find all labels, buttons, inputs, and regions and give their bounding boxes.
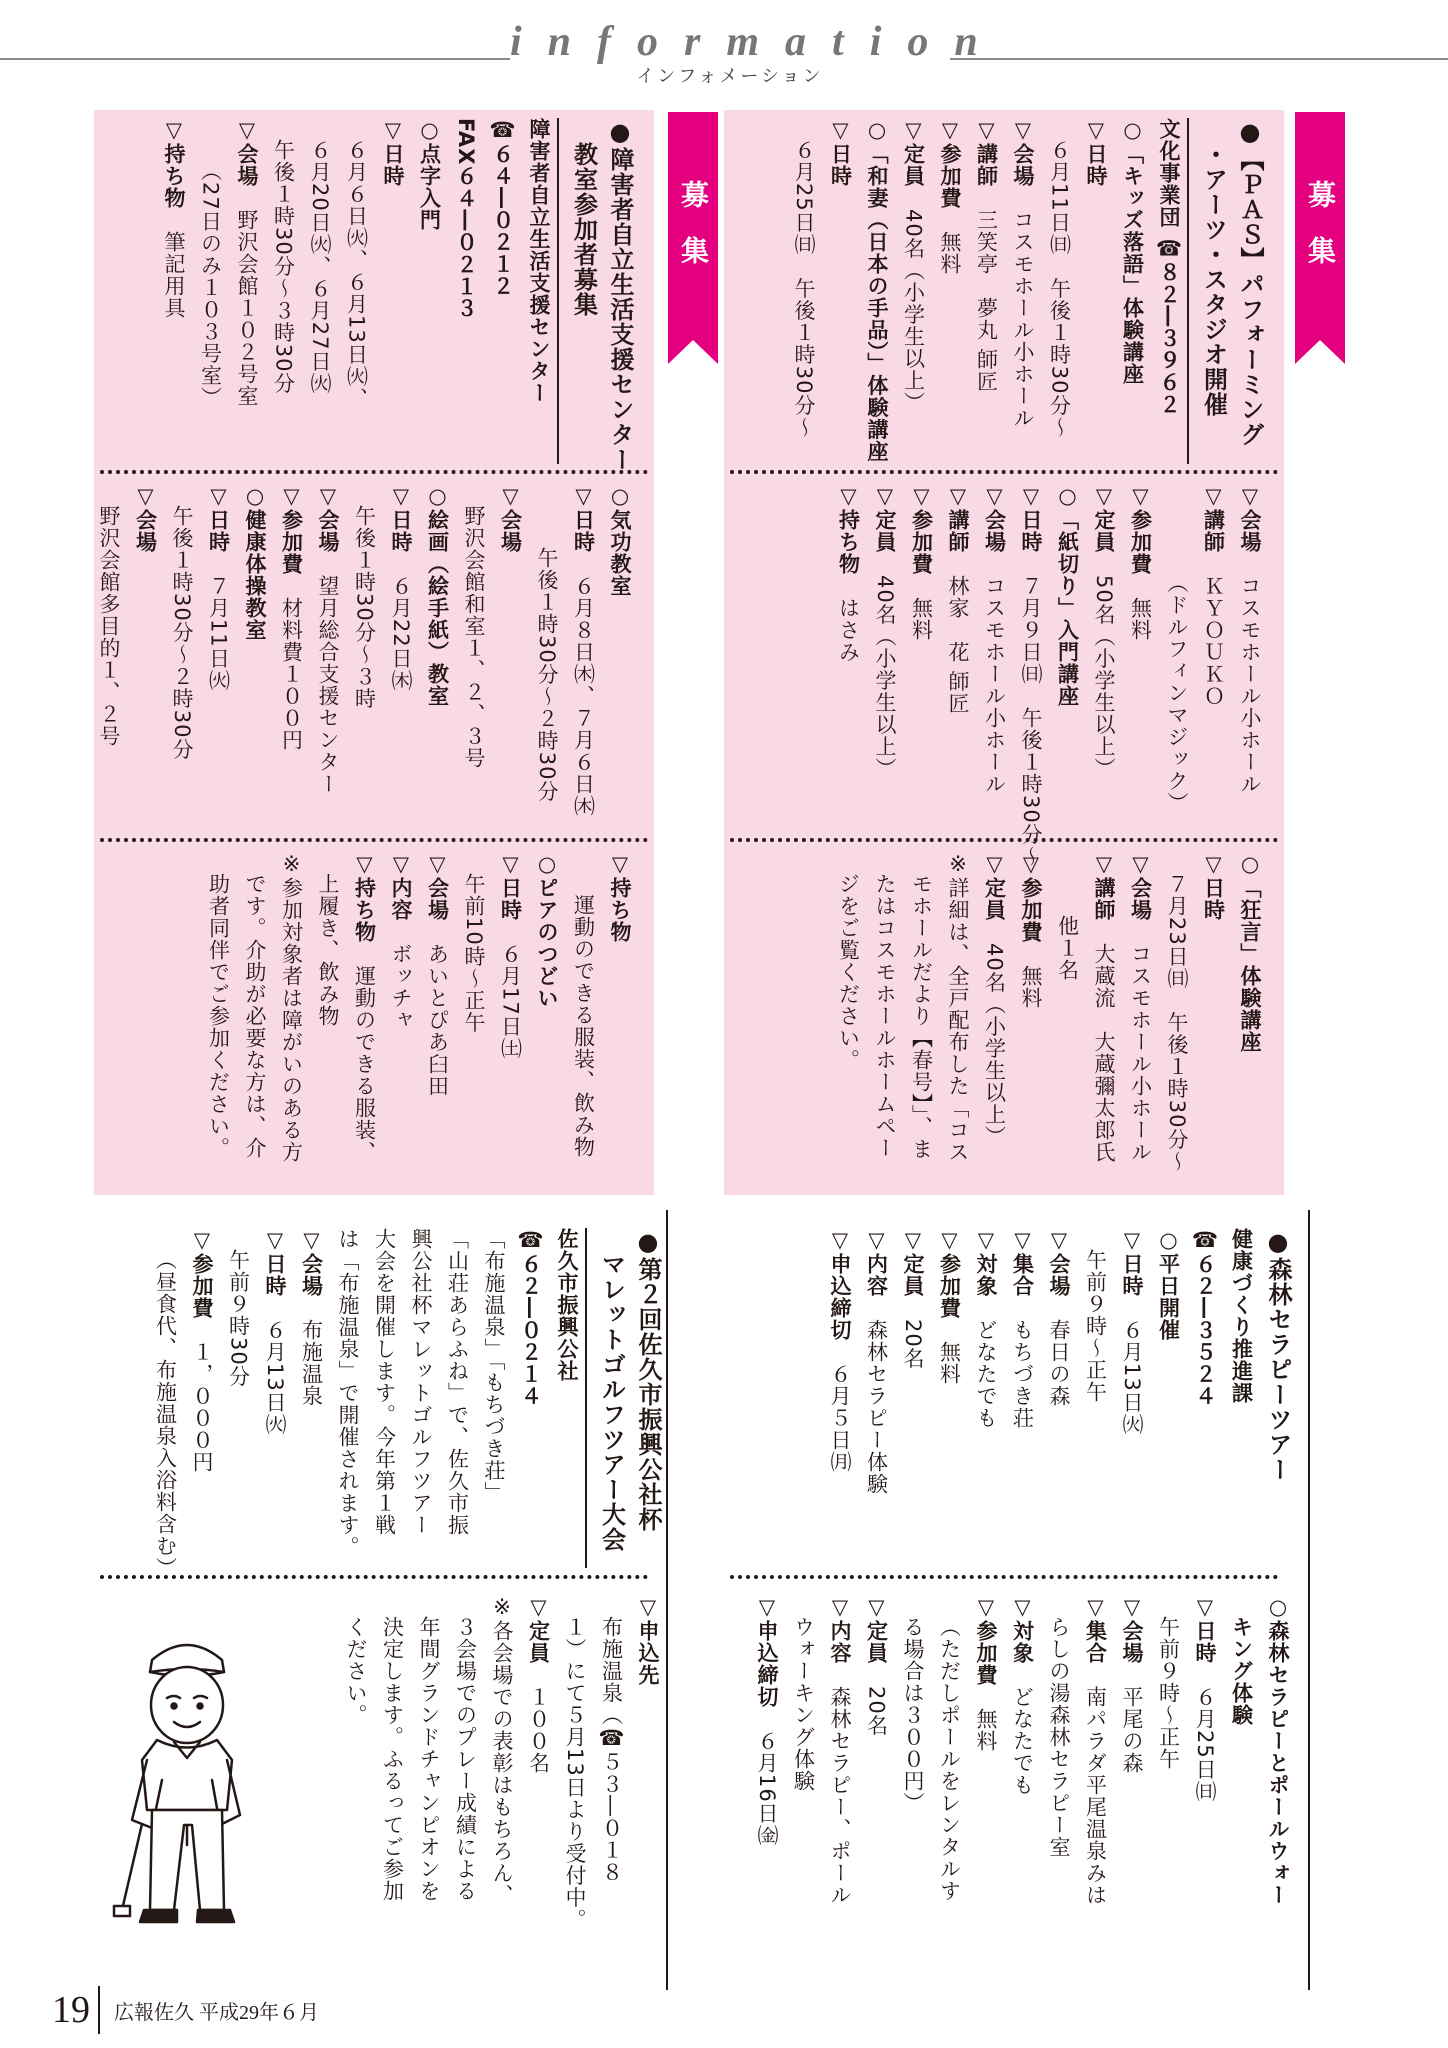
header-subtitle: インフォメーション	[636, 66, 824, 87]
page-number: 19	[0, 1986, 100, 2034]
wazuma-cap: 50名（小学生以上）	[1092, 575, 1116, 780]
weekday-fee-label: ▽参加費	[937, 1228, 962, 1319]
support-org: 障害者自立生活支援センター	[527, 118, 551, 404]
health-venue: 野沢会館多目的１、２号	[97, 505, 121, 747]
forest-section-right-col	[736, 1595, 1296, 1975]
pas-title-line1: ●【ＰＡＳ】パフォーミング	[1236, 118, 1264, 447]
kyogen-date-label: ▽日時	[1201, 852, 1226, 921]
pole-cap: 20名	[864, 1686, 889, 1737]
piano-date-line1: ６月17日㈯	[498, 943, 523, 1060]
etegami-venue-label: ▽会場	[316, 484, 340, 553]
pole-date-line1: ６月25日㈰	[1193, 1686, 1217, 1803]
kyogen-venue: コスモホール小ホール	[1128, 943, 1153, 1163]
weekday-meet: もちづき荘	[1010, 1319, 1035, 1429]
kids-date: ６月11日㈰ 午後１時30分～	[1047, 139, 1072, 439]
kyogen-venue-label: ▽会場	[1128, 852, 1153, 921]
piano-bring-label: ▽持ち物	[352, 852, 377, 943]
golf-title-line1: ●第２回佐久市振興公社杯	[634, 1228, 662, 1532]
wazuma-date: ６月25日㈰ 午後１時30分～	[792, 139, 816, 439]
dotted-separator	[730, 470, 1278, 474]
pole-content-line2: ウォーキング体験	[791, 1616, 816, 1792]
health-bring: 運動のできる服装、飲み物	[571, 894, 596, 1158]
golf-fee-note: （昼食代、布施温泉入浴料含む）	[153, 1249, 178, 1579]
piano-date-label: ▽日時	[498, 852, 523, 921]
pole-fee-note-line2: る場合は３００円）	[901, 1616, 925, 1814]
kirie-bring: はさみ	[836, 597, 861, 663]
piano-venue-label: ▽会場	[425, 852, 450, 921]
kirie-venue: コスモホール小ホール	[982, 575, 1007, 795]
kyogen-date: ７月23日㈰ 午後１時30分～	[1165, 873, 1189, 1173]
golf-fee-label: ▽参加費	[190, 1228, 214, 1319]
golf-date-line1: ６月13日㈫	[263, 1319, 287, 1436]
kids-rakugo-name: ○「キッズ落語」体験講座	[1120, 118, 1145, 385]
health-bring-label: ▽持ち物	[608, 852, 632, 943]
kyogen-cap-label: ▽定員	[982, 852, 1007, 921]
header-title: information	[510, 19, 1004, 65]
golf-desc-line2: 「山荘あらふね」で、佐久市振	[445, 1228, 470, 1536]
wazuma-fee: 無料	[1128, 597, 1153, 641]
kirie-name: ○「紙切り」入門講座	[1055, 484, 1080, 707]
weekday-content-label: ▽内容	[864, 1228, 889, 1297]
kirie-date: ７月９日㈰ 午後１時30分～	[1019, 575, 1043, 868]
golf-desc-line5: は「布施温泉」で開催されます。	[336, 1228, 360, 1558]
golf-apply-line1: 布施温泉（☎５３―０１８	[599, 1616, 624, 1883]
wazuma-fee-label: ▽参加費	[1128, 484, 1153, 575]
golf-desc-line3: 興公社杯マレットゴルフツアー	[409, 1228, 433, 1536]
publication-name: 広報佐久 平成29年６月	[114, 2002, 319, 2024]
health-date-label: ▽日時	[206, 484, 231, 553]
wazuma-lecturer-note: （ドルフィンマジック）	[1165, 572, 1189, 815]
golf-note-line3: 年間グランドチャンピオンを	[417, 1616, 441, 1902]
qigong-date-label: ▽日時	[571, 484, 596, 553]
pole-name-line1: ○森林セラピーとポールウォー	[1266, 1595, 1290, 1906]
braille-venue: 野沢会館１０２号室	[235, 209, 259, 407]
support-section-middle	[97, 484, 638, 830]
forest-section-left-col	[736, 1228, 1296, 1568]
weekday-date-line2: 午前９時～正午	[1083, 1249, 1108, 1403]
wazuma-venue-label: ▽会場	[1238, 484, 1262, 553]
forest-title: ●森林セラピーツアー	[1264, 1228, 1292, 1482]
weekday-meet-label: ▽集合	[1010, 1228, 1035, 1297]
kirie-bring-label: ▽持ち物	[836, 484, 861, 575]
kyogen-lecturer-note: 他１名	[1055, 915, 1080, 981]
golf-desc-line4: 大会を開催します。今年第１戦	[372, 1228, 397, 1536]
support-title-line1: ●障害者自立生活支援センター	[606, 118, 634, 472]
golfer-illustration	[112, 1610, 262, 1940]
forest-org: 健康づくり推進課	[1229, 1228, 1254, 1404]
kids-cap: 40名（小学生以上）	[901, 209, 926, 414]
kyogen-fee-label: ▽参加費	[1019, 852, 1043, 943]
golf-section-bottom	[270, 1595, 666, 1975]
kirie-fee: 無料	[909, 597, 934, 641]
health-date-line1: ７月11日㈫	[206, 575, 231, 692]
etegami-date-line2: 午後１時30分～３時	[352, 505, 377, 710]
kids-venue: コスモホール小ホール	[1011, 209, 1035, 429]
piano-content: ボッチャ	[389, 943, 413, 1031]
piano-venue: あいとぴあ臼田	[425, 943, 450, 1097]
kids-fee: 無料	[938, 231, 962, 275]
braille-date-line1: ６月６日㈫、６月13日㈫、	[344, 139, 369, 410]
braille-date-line2: ６月20日㈫、６月27日㈫	[308, 139, 332, 395]
pole-meet-line2: らしの湯森林セラピー室	[1047, 1616, 1071, 1858]
support-note-line3: 助者同伴でご参加ください。	[206, 873, 231, 1159]
etegami-name: ○絵画（絵手紙）教室	[425, 484, 450, 707]
kids-lecturer: 三笑亭 夢丸 師匠	[974, 209, 999, 393]
weekday-date-label: ▽日時	[1120, 1228, 1144, 1297]
qigong-venue: 野沢会館和室１、２、３号	[462, 505, 486, 769]
wazuma-lecturer: ＫＹＯＵＫＯ	[1201, 575, 1226, 707]
kyogen-name: ○「狂言」体験講座	[1238, 852, 1262, 1053]
weekday-fee: 無料	[937, 1341, 962, 1385]
golf-apply-label: ▽申込先	[636, 1595, 660, 1686]
weekday-deadline: ６月５日㈪	[828, 1363, 852, 1473]
wazuma-lecturer-label: ▽講師	[1201, 484, 1226, 553]
support-section-top	[106, 118, 638, 472]
kirie-date-label: ▽日時	[1019, 484, 1043, 553]
health-name: ○健康体操教室	[243, 484, 267, 641]
support-note-line2: です。介助が必要な方は、介	[243, 873, 267, 1159]
pas-note-line2: モホールだより【春号】」、ま	[909, 873, 934, 1160]
pas-note-line4: ジをご覧ください。	[836, 873, 861, 1071]
dotted-separator	[100, 470, 648, 474]
golf-venue: 布施温泉	[299, 1319, 324, 1407]
recruit-tag-left: 募集	[668, 112, 718, 340]
pole-meet-label: ▽集合	[1083, 1595, 1108, 1664]
pole-name-line2: キング体験	[1229, 1616, 1254, 1726]
golf-apply-line2: １）にて５月13日より受付中。	[563, 1616, 587, 1931]
kyogen-lecturer: 大蔵流 大蔵彌太郎氏	[1092, 943, 1116, 1163]
golf-note-line2: ３会場でのプレー成績による	[453, 1616, 478, 1902]
forest-tel: ☎６２―３５２４	[1193, 1228, 1217, 1407]
kyogen-lecturer-label: ▽講師	[1092, 852, 1116, 921]
pole-deadline-label: ▽申込締切	[755, 1595, 779, 1708]
weekday-venue-label: ▽会場	[1047, 1228, 1071, 1297]
golf-desc-line1: 「布施温泉」「もちづき荘」	[482, 1228, 506, 1504]
pole-fee-label: ▽参加費	[974, 1595, 998, 1686]
golf-tel: ☎６２―０２１４	[518, 1228, 543, 1407]
pole-date-label: ▽日時	[1193, 1595, 1217, 1664]
qigong-date-line1: ６月８日㈭、７月６日㈭	[571, 575, 596, 817]
golf-note-line5: ください。	[344, 1616, 368, 1726]
weekday-target: どなたでも	[974, 1319, 998, 1429]
etegami-fee-label: ▽参加費	[279, 484, 304, 575]
wazuma-name: ○「和妻（日本の手品）」体験講座	[865, 118, 889, 463]
weekday-deadline-label: ▽申込締切	[828, 1228, 852, 1341]
support-title-line2: 教室参加者募集	[557, 118, 602, 464]
pas-title-line2: ・アーツ・スタジオ開催	[1187, 118, 1232, 464]
braille-date-label: ▽日時	[381, 118, 405, 187]
support-section-bottom	[106, 852, 638, 1188]
braille-bring-label: ▽持ち物	[162, 118, 186, 209]
health-venue-label: ▽会場	[133, 484, 158, 553]
golf-title-line2: マレットゴルフツアー大会	[585, 1228, 630, 1568]
golf-org: 佐久市振興公社	[555, 1228, 579, 1382]
support-fax: FAX６４―０２１３	[454, 118, 478, 320]
qigong-venue-label: ▽会場	[498, 484, 523, 553]
piano-name: ○ピアのつどい	[535, 852, 559, 1009]
weekday-venue: 春日の森	[1047, 1319, 1071, 1407]
kids-cap-label: ▽定員	[901, 118, 926, 187]
pole-content-label: ▽内容	[828, 1595, 852, 1664]
braille-name: ○点字入門	[417, 118, 442, 231]
kirie-cap-label: ▽定員	[873, 484, 897, 553]
etegami-date-label: ▽日時	[389, 484, 413, 553]
kirie-fee-label: ▽参加費	[909, 484, 934, 575]
pole-target-label: ▽対象	[1010, 1595, 1035, 1664]
pole-meet-line1: 南パラダ平尾温泉みは	[1083, 1686, 1108, 1906]
golf-section-top	[106, 1228, 666, 1579]
weekday-name: ○平日開催	[1156, 1228, 1181, 1341]
piano-bring-line2: 上履き、飲み物	[316, 873, 340, 1027]
etegami-venue: 望月総合支援センター	[316, 575, 340, 795]
pas-note-line1: ※詳細は、全戸配布した「コス	[946, 852, 970, 1163]
wazuma-date-label: ▽日時	[828, 118, 853, 187]
dotted-separator	[730, 838, 1278, 842]
etegami-date-line1: ６月22日㈭	[389, 575, 413, 692]
etegami-fee: 材料費１００円	[279, 597, 304, 751]
support-tel: ☎６４―０２１２	[490, 118, 515, 297]
braille-date-line3: 午後１時30分～３時30分	[271, 139, 296, 395]
pole-fee: 無料	[974, 1708, 998, 1752]
golf-note-line4: 決定します。ふるってご参加	[380, 1616, 405, 1902]
dotted-separator	[730, 1575, 1278, 1579]
pole-venue-label: ▽会場	[1120, 1595, 1144, 1664]
pole-target: どなたでも	[1010, 1686, 1035, 1796]
kirie-cap: 40名（小学生以上）	[873, 575, 897, 780]
kyogen-fee: 無料	[1019, 965, 1043, 1009]
wazuma-venue: コスモホール小ホール	[1238, 575, 1262, 795]
piano-content-label: ▽内容	[389, 852, 413, 921]
golf-note-line1: ※各会場での表彰はもちろん、	[490, 1595, 514, 1906]
pas-org: 文化事業団 ☎８２―３９６２	[1157, 118, 1181, 416]
golf-date-line2: 午前９時30分	[226, 1249, 251, 1388]
golf-venue-label: ▽会場	[299, 1228, 324, 1297]
kids-fee-label: ▽参加費	[938, 118, 962, 209]
qigong-name: ○気功教室	[608, 484, 632, 597]
golf-cap-label: ▽定員	[526, 1595, 551, 1664]
weekday-cap-label: ▽定員	[901, 1228, 925, 1297]
kirie-lecturer: 林家 花 師匠	[946, 575, 970, 715]
wazuma-cap-label: ▽定員	[1092, 484, 1116, 553]
piano-bring-line1: 運動のできる服装、	[352, 965, 377, 1163]
weekday-date-line1: ６月13日㈫	[1120, 1319, 1144, 1436]
kids-date-label: ▽日時	[1084, 118, 1108, 187]
kyogen-cap: 40名（小学生以上）	[982, 943, 1007, 1148]
pas-section-bottom	[736, 852, 1268, 1188]
piano-date-line2: 午前10時～正午	[462, 873, 486, 1034]
health-date-line2: 午後１時30分～２時30分	[170, 505, 194, 761]
braille-bring: 筆記用具	[162, 231, 186, 319]
recruit-tag-right: 募集	[1295, 112, 1345, 340]
weekday-content: 森林セラピー体験	[864, 1319, 889, 1495]
kids-lecturer-label: ▽講師	[974, 118, 999, 187]
pas-note-line3: たはコスモホールホームペー	[873, 873, 897, 1159]
braille-venue-note: （27日のみ１０３号室）	[198, 160, 223, 409]
golf-date-label: ▽日時	[263, 1228, 287, 1297]
golf-fee: １，０００円	[190, 1341, 214, 1473]
pole-deadline: ６月16日㈮	[755, 1730, 779, 1847]
kirie-lecturer-label: ▽講師	[946, 484, 970, 553]
golf-cap: １００名	[526, 1686, 551, 1774]
section-rule	[666, 1210, 668, 1990]
pole-date-line2: 午前９時～正午	[1156, 1616, 1181, 1770]
qigong-date-line2: 午後１時30分～２時30分	[535, 547, 559, 803]
dotted-separator	[100, 838, 648, 842]
weekday-cap: 20名	[901, 1319, 925, 1370]
pas-section-top	[736, 118, 1268, 464]
pole-cap-label: ▽定員	[864, 1595, 889, 1664]
weekday-target-label: ▽対象	[974, 1228, 998, 1297]
pole-venue: 平尾の森	[1120, 1686, 1144, 1774]
braille-venue-label: ▽会場	[235, 118, 259, 187]
section-rule	[1308, 1210, 1310, 1990]
pole-content-line1: 森林セラピー、ポール	[828, 1686, 852, 1906]
support-note-line1: ※参加対象者は障がいのある方	[279, 852, 304, 1163]
kids-venue-label: ▽会場	[1011, 118, 1035, 187]
kirie-venue-label: ▽会場	[982, 484, 1007, 553]
pole-fee-note-line1: （ただしポールをレンタルす	[937, 1616, 962, 1902]
pas-section-middle	[736, 484, 1268, 868]
